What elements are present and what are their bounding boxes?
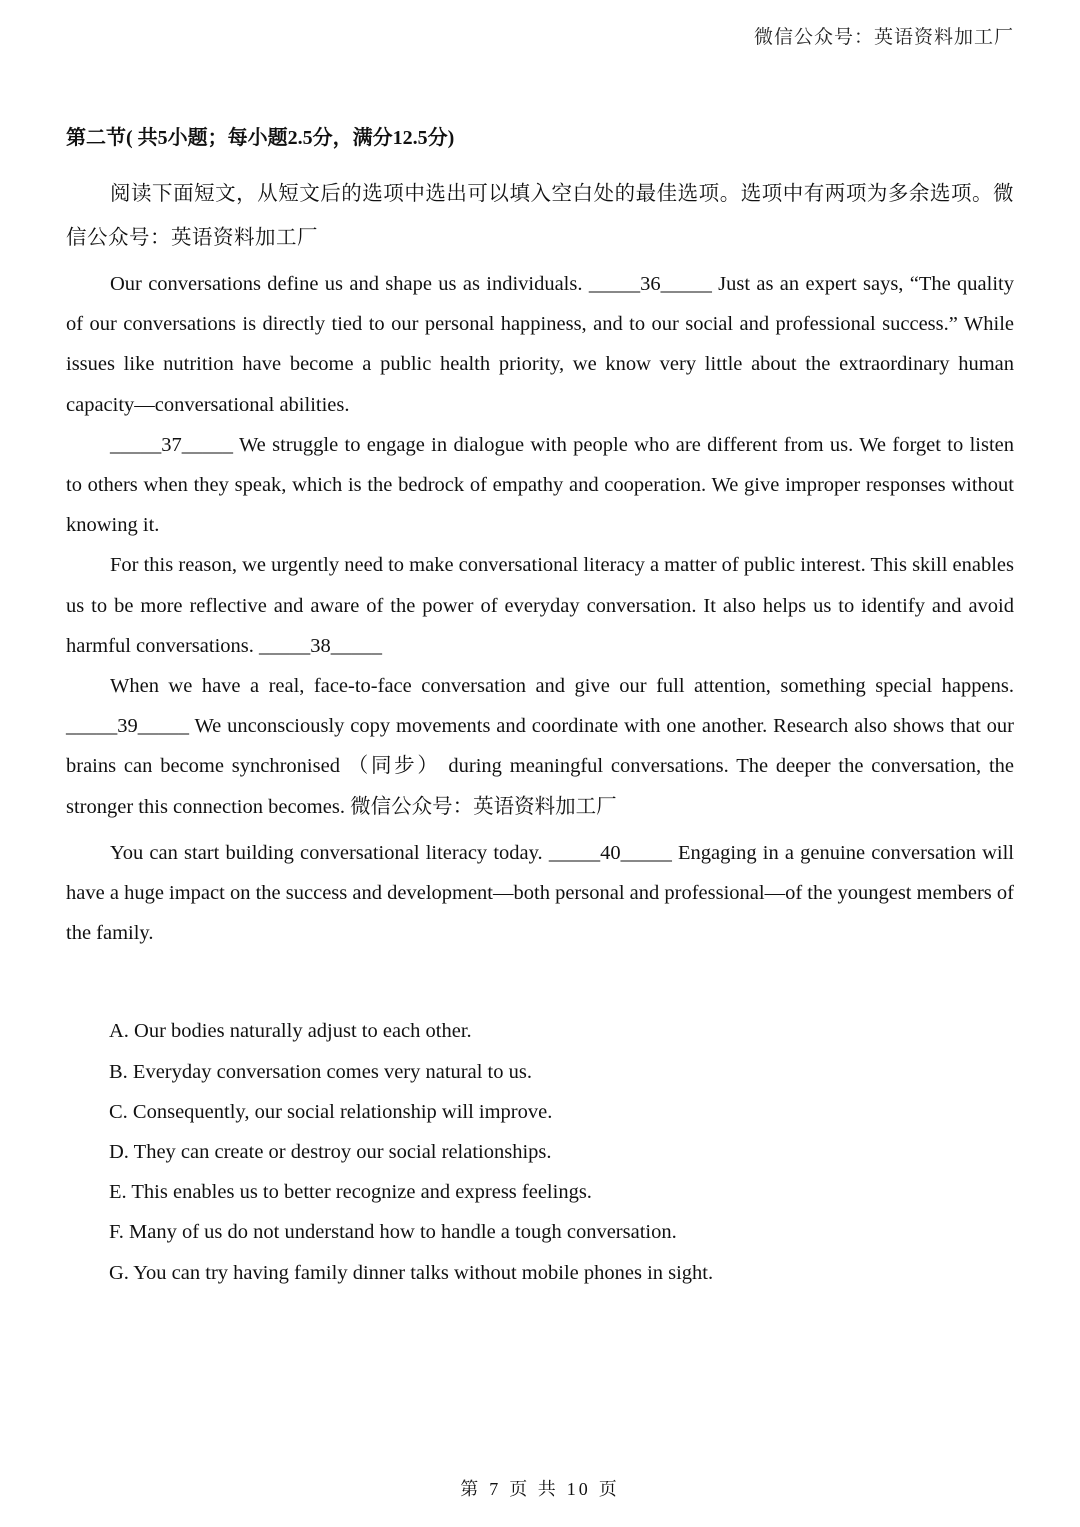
reading-passage bbox=[66, 264, 1014, 953]
page-label-prefix: 第 bbox=[460, 1479, 482, 1499]
p5-text-after: Engaging in a genuine conversation will have a huge impact on the success and development—both personal and professional—of the youngest members of the family. bbox=[66, 841, 1015, 945]
total-pages-number: 10 bbox=[566, 1479, 591, 1499]
page-label-mid: 页 共 bbox=[509, 1479, 559, 1499]
option-a: A. Our bodies naturally adjust to each other. bbox=[109, 1020, 472, 1043]
blank-38: _____38_____ bbox=[259, 634, 382, 657]
passage-paragraph-1 bbox=[66, 264, 1014, 425]
blank-36: _____36_____ bbox=[588, 273, 712, 295]
section-title: 第二节( 共5小题；每小题2.5分，满分12.5分) bbox=[66, 127, 455, 149]
p1-text-before: Our conversations define us and shape us as individuals. bbox=[110, 273, 589, 295]
page-footer bbox=[0, 1475, 1080, 1501]
option-g: G. You can try having family dinner talks without mobile phones in sight. bbox=[109, 1261, 714, 1284]
p2-text-after: We struggle to engage in dialogue with people who are different from us. We forget to listen to others when they speak, which is the bedrock of empathy and cooperation. We give improper responses without knowing it. bbox=[66, 433, 1014, 537]
p4-text-after: We unconsciously copy movements and coordinate with one another. Research also shows that our brains can become synchronised （同步） during meaningful conversations. The deeper the conversation, the stronger this connection becomes. 微信公众号：英语资料加工厂 bbox=[66, 715, 1014, 818]
p5-text-before: You can start building conversational literacy today. bbox=[110, 841, 549, 864]
passage-paragraph-3 bbox=[66, 545, 1014, 666]
exam-section bbox=[66, 122, 1014, 1293]
option-d: D. They can create or destroy our social relationships. bbox=[109, 1141, 552, 1164]
blank-40: _____40_____ bbox=[548, 841, 672, 864]
instructions: 阅读下面短文，从短文后的选项中选出可以填入空白处的最佳选项。选项中有两项为多余选项。微信公众号：英语资料加工厂 bbox=[66, 183, 1014, 249]
passage-paragraph-4 bbox=[66, 666, 1014, 827]
passage-paragraph-2 bbox=[66, 425, 1014, 546]
blank-37: _____37_____ bbox=[110, 433, 233, 456]
option-b: B. Everyday conversation comes very natural to us. bbox=[109, 1060, 532, 1083]
p4-text-before: When we have a real, face-to-face conversation and give our full attention, something special happens. bbox=[110, 675, 1014, 698]
option-f: F. Many of us do not understand how to handle a tough conversation. bbox=[109, 1221, 677, 1244]
p3-text-before: For this reason, we urgently need to make conversational literacy a matter of public interest. This skill enables us to be more reflective and aware of the power of everyday conversation. It also helps us to identify and avoid harmful conversations. bbox=[66, 554, 1014, 657]
option-e: E. This enables us to better recognize and express feelings. bbox=[109, 1181, 592, 1204]
blank-39: _____39_____ bbox=[66, 715, 189, 738]
current-page-number: 7 bbox=[489, 1479, 502, 1499]
wechat-account-note: 微信公众号：英语资料加工厂 bbox=[753, 27, 1014, 48]
option-c: C. Consequently, our social relationship will improve. bbox=[109, 1100, 553, 1123]
passage-paragraph-5 bbox=[66, 833, 1014, 954]
page-label-suffix: 页 bbox=[598, 1479, 620, 1499]
answer-options bbox=[66, 1011, 1014, 1292]
p1-text-after: Just as an expert says, “The quality of our conversations is directly tied to our personal happiness, and to our social and professional success.” While issues like nutrition have become a public health priority, we know very little about the extraordinary human capacity—conversational abilities. bbox=[66, 273, 1014, 416]
